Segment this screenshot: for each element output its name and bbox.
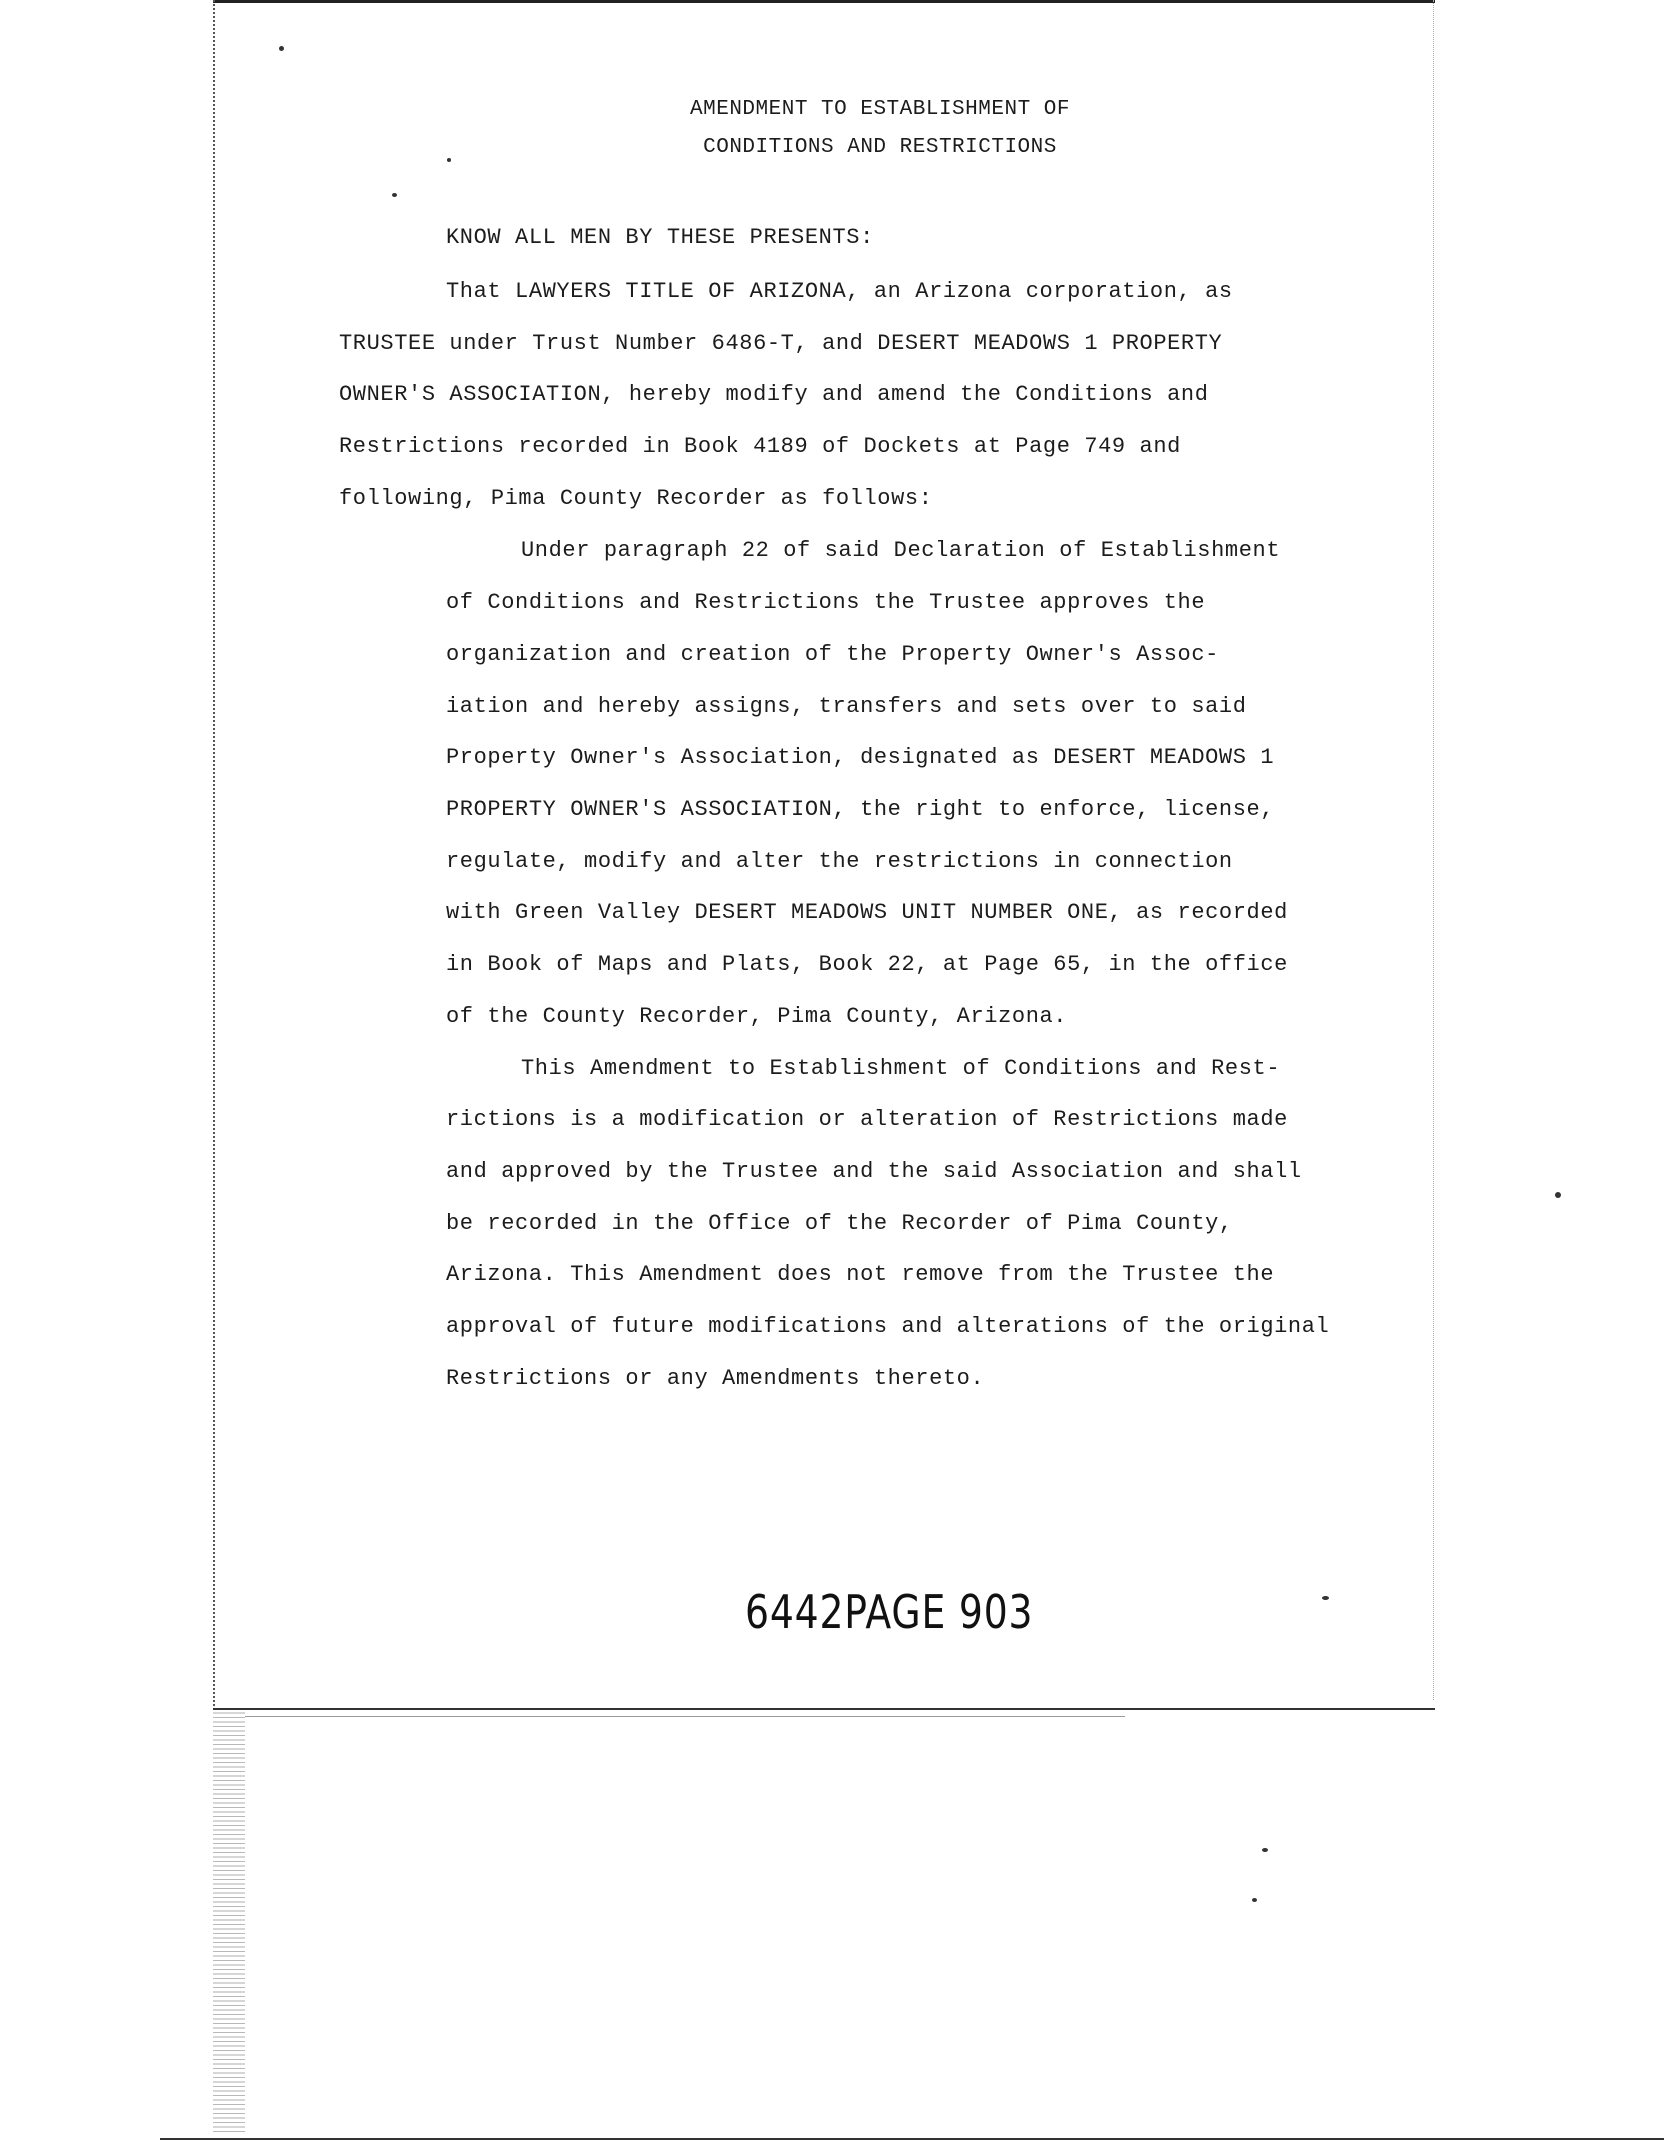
scan-fold-line [213,1708,1435,1710]
body-line: and approved by the Trustee and the said Association and shall [446,1159,1302,1184]
body-line: of Conditions and Restrictions the Trustee approves the [446,590,1206,615]
body-line: of the County Recorder, Pima County, Arizona. [446,1004,1068,1029]
body-line: regulate, modify and alter the restrictions in connection [446,849,1233,874]
body-line: Under paragraph 22 of said Declaration of Establishment [521,538,1281,563]
scan-speck [279,46,284,51]
scan-speck [1555,1192,1561,1198]
body-line: This Amendment to Establishment of Conditions and Rest- [521,1056,1281,1081]
body-line: PROPERTY OWNER'S ASSOCIATION, the right to enforce, license, [446,797,1275,822]
body-line: Arizona. This Amendment does not remove from the Trustee the [446,1262,1275,1287]
body-line: in Book of Maps and Plats, Book 22, at Page 65, in the office [446,952,1288,977]
body-line: TRUSTEE under Trust Number 6486-T, and DESERT MEADOWS 1 PROPERTY [339,331,1223,356]
body-line: Property Owner's Association, designated as DESERT MEADOWS 1 [446,745,1275,770]
body-line: That LAWYERS TITLE OF ARIZONA, an Arizona corporation, as [446,279,1233,304]
body-line: following, Pima County Recorder as follows: [339,486,933,511]
scan-speck [1252,1898,1257,1902]
recording-stamp: 6442PAGE 903 [745,1585,1034,1639]
document-title-line-2: CONDITIONS AND RESTRICTIONS [703,136,1057,159]
body-line: KNOW ALL MEN BY THESE PRESENTS: [446,225,874,250]
scan-speck [392,193,397,197]
body-line: with Green Valley DESERT MEADOWS UNIT NUMBER ONE, as recorded [446,900,1288,925]
scan-speck [1262,1848,1268,1852]
page-bottom-edge [160,2138,1664,2140]
body-line: rictions is a modification or alteration of Restrictions made [446,1107,1288,1132]
page-right-edge [1433,0,1436,1700]
body-line: organization and creation of the Property Owner's Assoc- [446,642,1219,667]
scan-noise-strip [213,1712,245,2132]
document-title-line-1: AMENDMENT TO ESTABLISHMENT OF [690,98,1070,121]
body-line: OWNER'S ASSOCIATION, hereby modify and amend the Conditions and [339,382,1209,407]
body-line: Restrictions recorded in Book 4189 of Dockets at Page 749 and [339,434,1181,459]
scan-fold-line-shadow [245,1716,1125,1717]
body-line: be recorded in the Office of the Recorder of Pima County, [446,1211,1233,1236]
page-top-edge [213,0,1435,3]
body-line: approval of future modifications and alterations of the original [446,1314,1330,1339]
body-line: Restrictions or any Amendments thereto. [446,1366,985,1391]
body-line: iation and hereby assigns, transfers and sets over to said [446,694,1247,719]
scan-speck [1322,1596,1329,1600]
page-left-edge [213,0,217,1710]
